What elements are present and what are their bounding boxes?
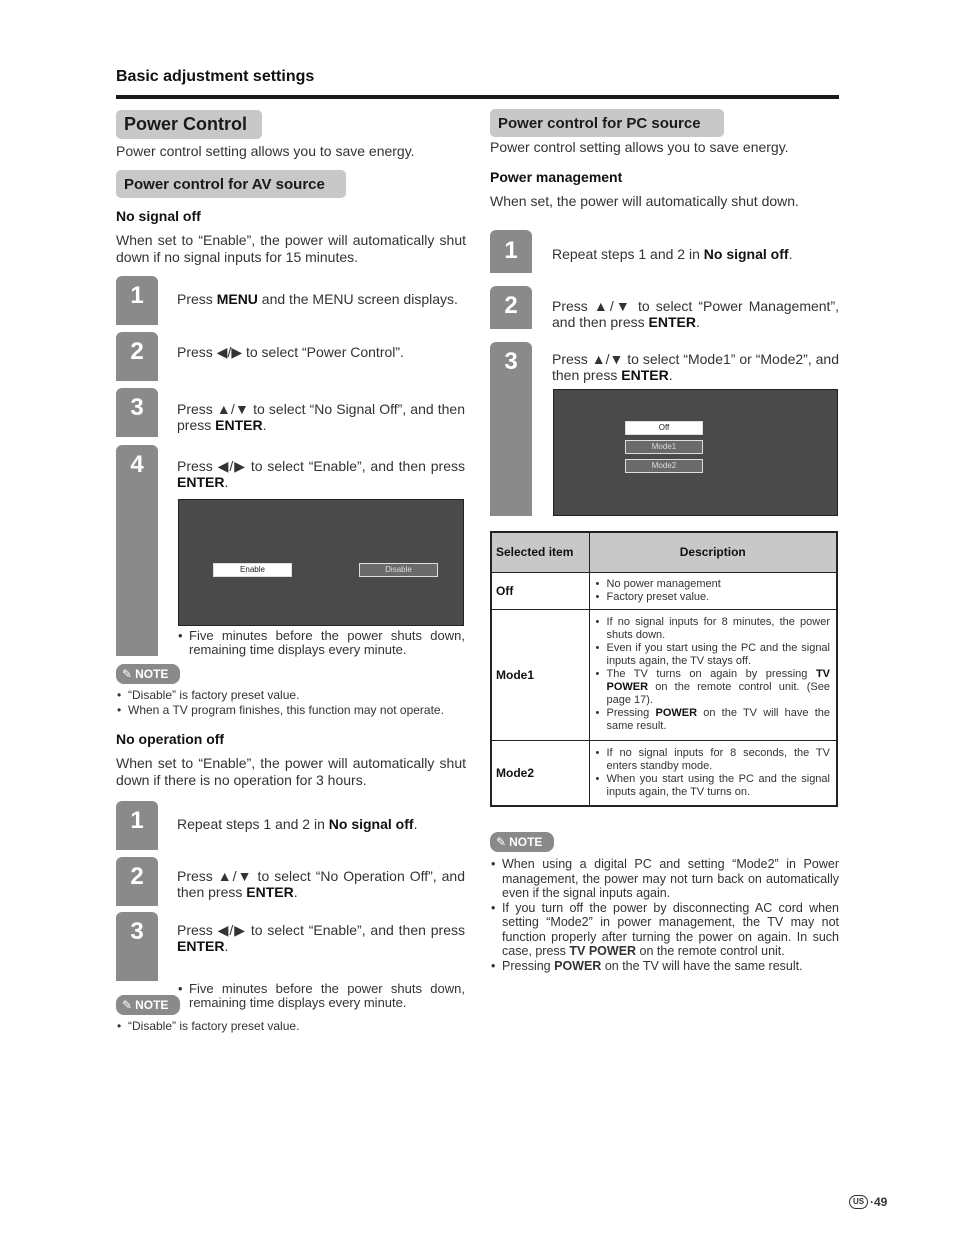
table-bullet: • Even if you start using the PC and the signal inputs again, the TV stays off. (594, 642, 831, 668)
op-step-3-text: Press ◀/▶ to select “Enable”, and then press ENTER. (177, 922, 465, 954)
pc-step-3-text: Press ▲/▼ to select “Mode1” or “Mode2”, and then press ENTER. (552, 351, 839, 383)
enable-option[interactable]: Enable (213, 563, 292, 577)
table-item-mode2: Mode2 (491, 740, 589, 806)
power-control-title: Power Control (116, 110, 262, 139)
pc-step-1-text: Repeat steps 1 and 2 in No signal off. (552, 246, 793, 262)
no-operation-heading: No operation off (116, 731, 225, 747)
tv-screen-power-management (553, 389, 838, 516)
table-bullet: • The TV turns on again by pressing TV POWER on the remote control unit. (See page 17). (594, 668, 831, 707)
step-number-3: 3 (130, 394, 144, 421)
table-bullet: • If no signal inputs for 8 seconds, the TV enters standby mode. (594, 747, 831, 773)
step-3-text: Press ▲/▼ to select “No Signal Off”, and then press ENTER. (177, 401, 465, 433)
power-management-heading: Power management (490, 169, 623, 185)
power-management-desc: When set, the power will automatically shut down. (490, 193, 799, 209)
op-step-2-text: Press ▲/▼ to select “No Operation Off”, and then press ENTER. (177, 868, 465, 900)
note-item: • When using a digital PC and setting “Mode2” in Power management, the power may not turn back on automatically even if the signal inputs again. (490, 857, 839, 901)
pc-source-heading: Power control for PC source (490, 109, 724, 137)
no-signal-notes (116, 688, 466, 718)
table-row (491, 572, 837, 609)
table-row (491, 609, 837, 740)
no-operation-desc: When set to “Enable”, the power will automatically shut down if there is no operation for 3 hours. (116, 755, 466, 788)
mode2-option[interactable]: Mode2 (625, 459, 703, 473)
note-item: • When a TV program finishes, this function may not operate. (116, 703, 466, 718)
tv-screen-no-signal (178, 499, 464, 626)
pencil-icon: ✎ (122, 667, 133, 681)
table-header-description: Description (589, 532, 837, 572)
page-footer (849, 1195, 887, 1209)
av-source-heading: Power control for AV source (116, 170, 346, 198)
table-header-selected-item: Selected item (491, 532, 589, 572)
table-bullet: • No power management (594, 578, 831, 591)
note-badge-1: ✎ NOTE (116, 664, 180, 684)
pc-step-number-3: 3 (504, 348, 518, 375)
table-bullet: • Pressing POWER on the TV will have the same result. (594, 707, 831, 733)
no-operation-after-note: • Five minutes before the power shuts down, remaining time displays every minute. (177, 982, 465, 1010)
pc-step-number-1: 1 (504, 237, 518, 264)
no-signal-after-note: • Five minutes before the power shuts down, remaining time displays every minute. (177, 629, 465, 657)
step-number-1: 1 (130, 282, 144, 309)
no-signal-desc: When set to “Enable”, the power will automatically shut down if no signal inputs for 15 minutes. (116, 232, 466, 265)
table-row (491, 740, 837, 806)
note-item: • If you turn off the power by disconnecting AC cord when setting “Mode2” in power management, the TV may not function properly after turning the power on again. In such case, press TV POWER on the remote control unit. (490, 901, 839, 959)
note-badge-3: ✎ NOTE (490, 832, 554, 852)
us-region-icon: US (849, 1195, 868, 1209)
table-item-mode1: Mode1 (491, 609, 589, 740)
header-rule (116, 95, 839, 99)
note-item: • “Disable” is factory preset value. (116, 1019, 466, 1034)
pc-notes (490, 857, 839, 973)
no-operation-notes (116, 1019, 466, 1034)
pencil-icon: ✎ (496, 835, 507, 849)
pc-step-number-2: 2 (504, 292, 518, 319)
off-option[interactable]: Off (625, 421, 703, 435)
note-item: • Pressing POWER on the TV will have the same result. (490, 959, 839, 974)
step-2-text: Press ◀/▶ to select “Power Control”. (177, 344, 404, 360)
op-step-number-1: 1 (130, 807, 144, 834)
table-item-off: Off (491, 572, 589, 609)
mode1-option[interactable]: Mode1 (625, 440, 703, 454)
no-signal-heading: No signal off (116, 208, 201, 224)
step-1-text: Press MENU and the MENU screen displays. (177, 291, 458, 307)
step-4-text: Press ◀/▶ to select “Enable”, and then press ENTER. (177, 458, 465, 490)
op-step-number-3: 3 (130, 918, 144, 945)
selected-item-table (490, 531, 838, 807)
step-number-4: 4 (130, 451, 144, 478)
intro-text: Power control setting allows you to save energy. (116, 143, 415, 159)
pc-intro-text: Power control setting allows you to save energy. (490, 139, 789, 155)
table-bullet: • Factory preset value. (594, 591, 831, 604)
table-bullet: • If no signal inputs for 8 minutes, the power shuts down. (594, 616, 831, 642)
pencil-icon: ✎ (122, 998, 133, 1012)
disable-option[interactable]: Disable (359, 563, 438, 577)
op-step-1-text: Repeat steps 1 and 2 in No signal off. (177, 816, 418, 832)
step-number-2: 2 (130, 338, 144, 365)
note-item: • “Disable” is factory preset value. (116, 688, 466, 703)
note-badge-2: ✎ NOTE (116, 995, 180, 1015)
table-bullet: • When you start using the PC and the signal inputs again, the TV turns on. (594, 773, 831, 799)
op-step-number-2: 2 (130, 863, 144, 890)
section-heading: Basic adjustment settings (116, 68, 315, 85)
page-number: ·49 (870, 1195, 888, 1209)
pc-step-2-text: Press ▲/▼ to select “Power Management”, and then press ENTER. (552, 298, 839, 330)
